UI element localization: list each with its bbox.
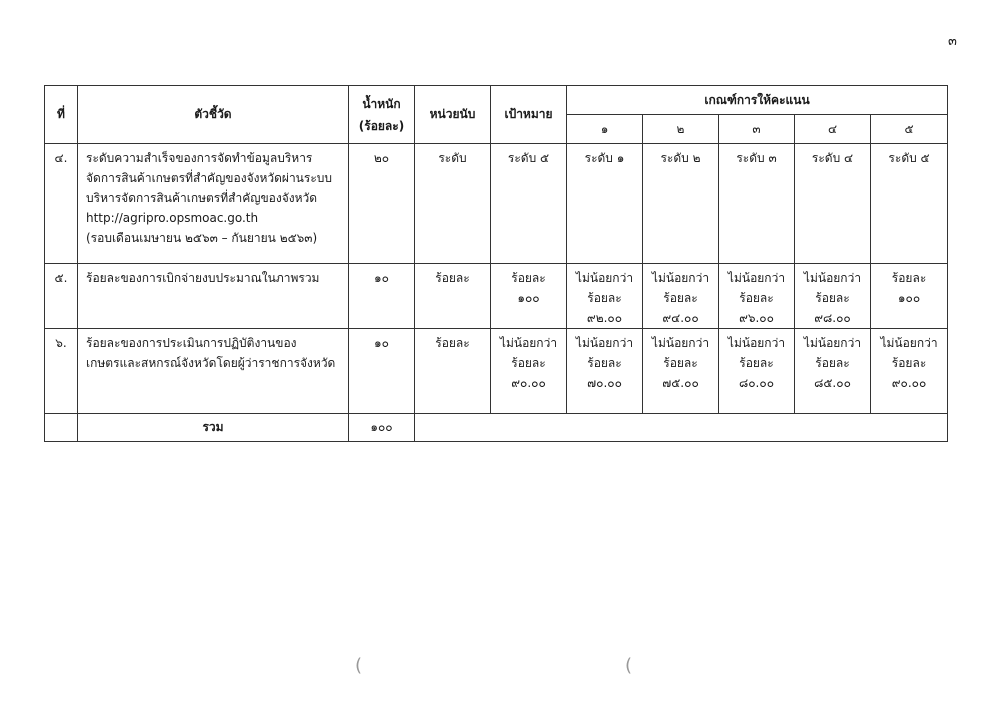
header-score-5: ๕ bbox=[871, 115, 948, 144]
indicator-line: ร้อยละของการประเมินการปฏิบัติงานของ bbox=[86, 336, 297, 350]
score-line: ไม่น้อยกว่า bbox=[651, 336, 710, 350]
weight-cell: ๑๐ bbox=[349, 264, 415, 329]
target-line: ไม่น้อยกว่า bbox=[499, 336, 558, 350]
header-target: เป้าหมาย bbox=[491, 86, 567, 144]
header-indicator: ตัวชี้วัด bbox=[78, 86, 349, 144]
header-unit: หน่วยนับ bbox=[415, 86, 491, 144]
score-line: ร้อยละ bbox=[587, 291, 622, 305]
score-line: ระดับ ๓ bbox=[736, 151, 777, 165]
score-line: ร้อยละ bbox=[663, 356, 698, 370]
indicator-line: ระดับความสำเร็จของการจัดทำข้อมูลบริหาร bbox=[86, 151, 313, 165]
header-score-3: ๓ bbox=[719, 115, 795, 144]
target-line: ระดับ ๕ bbox=[507, 151, 550, 165]
score-line: ร้อยละ bbox=[663, 291, 698, 305]
punch-hole-mark: ( bbox=[355, 655, 363, 676]
target-cell bbox=[491, 144, 567, 264]
score-cell-1 bbox=[567, 329, 643, 414]
score-line: ระดับ ๔ bbox=[811, 151, 854, 165]
header-score-2: ๒ bbox=[643, 115, 719, 144]
score-cell-4 bbox=[795, 329, 871, 414]
indicator-line: http://agripro.opsmoac.go.th bbox=[86, 211, 259, 225]
header-criteria: เกณฑ์การให้คะแนน bbox=[567, 86, 948, 115]
table-row bbox=[45, 329, 948, 414]
header-weight bbox=[349, 86, 415, 144]
score-line: ๗๕.๐๐ bbox=[662, 376, 699, 390]
score-line: ร้อยละ bbox=[815, 356, 850, 370]
indicator-cell bbox=[78, 329, 349, 414]
target-line: ๑๐๐ bbox=[517, 291, 540, 305]
target-line: ร้อยละ bbox=[511, 356, 546, 370]
unit-cell: ร้อยละ bbox=[415, 329, 491, 414]
score-cell-2 bbox=[643, 264, 719, 329]
score-line: ไม่น้อยกว่า bbox=[880, 336, 938, 350]
score-line: ๙๖.๐๐ bbox=[739, 311, 774, 325]
score-line: ไม่น้อยกว่า bbox=[803, 336, 862, 350]
score-line: ไม่น้อยกว่า bbox=[727, 336, 786, 350]
score-line: ร้อยละ bbox=[891, 356, 927, 370]
header-score-1: ๑ bbox=[567, 115, 643, 144]
score-line: ๙๐.๐๐ bbox=[891, 376, 927, 390]
table-row bbox=[45, 264, 948, 329]
punch-hole-mark: ( bbox=[625, 655, 633, 676]
score-cell-5 bbox=[871, 144, 948, 264]
score-cell-4 bbox=[795, 264, 871, 329]
score-cell-3 bbox=[719, 329, 795, 414]
total-row bbox=[45, 414, 948, 442]
score-line: ๘๕.๐๐ bbox=[814, 376, 851, 390]
header-score-4: ๔ bbox=[795, 115, 871, 144]
score-line: ไม่น้อยกว่า bbox=[575, 336, 634, 350]
score-line: ร้อยละ bbox=[815, 291, 850, 305]
indicator-line: (รอบเดือนเมษายน ๒๕๖๓ – กันยายน ๒๕๖๓) bbox=[86, 231, 318, 245]
indicator-cell bbox=[78, 144, 349, 264]
score-line: ระดับ ๒ bbox=[660, 151, 701, 165]
score-line: ๗๐.๐๐ bbox=[587, 376, 622, 390]
score-line: ไม่น้อยกว่า bbox=[651, 271, 710, 285]
score-line: ร้อยละ bbox=[739, 356, 774, 370]
score-line: ๙๒.๐๐ bbox=[586, 311, 623, 325]
total-blank bbox=[45, 414, 78, 442]
indicator-cell bbox=[78, 264, 349, 329]
score-cell-1 bbox=[567, 144, 643, 264]
header-weight-line2: (ร้อยละ) bbox=[358, 118, 405, 133]
indicator-line: บริหารจัดการสินค้าเกษตรที่สำคัญของจังหวัด bbox=[86, 191, 318, 205]
unit-cell: ร้อยละ bbox=[415, 264, 491, 329]
kpi-table bbox=[44, 85, 948, 442]
target-line: ๙๐.๐๐ bbox=[511, 376, 546, 390]
target-cell bbox=[491, 329, 567, 414]
score-cell-2 bbox=[643, 144, 719, 264]
table-row bbox=[45, 144, 948, 264]
header-weight-line1: น้ำหนัก bbox=[362, 96, 401, 111]
score-line: ๑๐๐ bbox=[897, 291, 921, 305]
score-line: ระดับ ๑ bbox=[584, 151, 625, 165]
score-line: ไม่น้อยกว่า bbox=[575, 271, 634, 285]
score-line: ร้อยละ bbox=[891, 271, 927, 285]
score-line: ระดับ ๕ bbox=[888, 151, 930, 165]
score-cell-3 bbox=[719, 264, 795, 329]
score-line: ร้อยละ bbox=[587, 356, 622, 370]
score-cell-5 bbox=[871, 264, 948, 329]
score-line: ไม่น้อยกว่า bbox=[727, 271, 786, 285]
unit-cell: ระดับ bbox=[415, 144, 491, 264]
total-value: ๑๐๐ bbox=[349, 414, 415, 442]
row-number: ๔. bbox=[45, 144, 78, 264]
score-line: ๘๐.๐๐ bbox=[738, 376, 775, 390]
score-cell-5 bbox=[871, 329, 948, 414]
weight-cell: ๒๐ bbox=[349, 144, 415, 264]
target-cell bbox=[491, 264, 567, 329]
indicator-line: จัดการสินค้าเกษตรที่สำคัญของจังหวัดผ่านระบบ bbox=[86, 171, 333, 185]
score-cell-4 bbox=[795, 144, 871, 264]
score-line: ๙๘.๐๐ bbox=[814, 311, 851, 325]
weight-cell: ๑๐ bbox=[349, 329, 415, 414]
header-no: ที่ bbox=[45, 86, 78, 144]
header-row bbox=[45, 86, 948, 115]
indicator-line: ร้อยละของการเบิกจ่ายงบประมาณในภาพรวม bbox=[86, 271, 320, 285]
total-empty-span bbox=[415, 414, 948, 442]
score-line: ๙๔.๐๐ bbox=[662, 311, 699, 325]
indicator-line: เกษตรและสหกรณ์จังหวัดโดยผู้ว่าราชการจังหวัด bbox=[86, 356, 336, 370]
row-number: ๕. bbox=[45, 264, 78, 329]
target-line: ร้อยละ bbox=[511, 271, 546, 285]
total-label: รวม bbox=[78, 414, 349, 442]
row-number: ๖. bbox=[45, 329, 78, 414]
score-cell-2 bbox=[643, 329, 719, 414]
score-cell-1 bbox=[567, 264, 643, 329]
score-cell-3 bbox=[719, 144, 795, 264]
score-line: ไม่น้อยกว่า bbox=[803, 271, 862, 285]
page-number: ๓ bbox=[948, 34, 957, 49]
score-line: ร้อยละ bbox=[739, 291, 774, 305]
